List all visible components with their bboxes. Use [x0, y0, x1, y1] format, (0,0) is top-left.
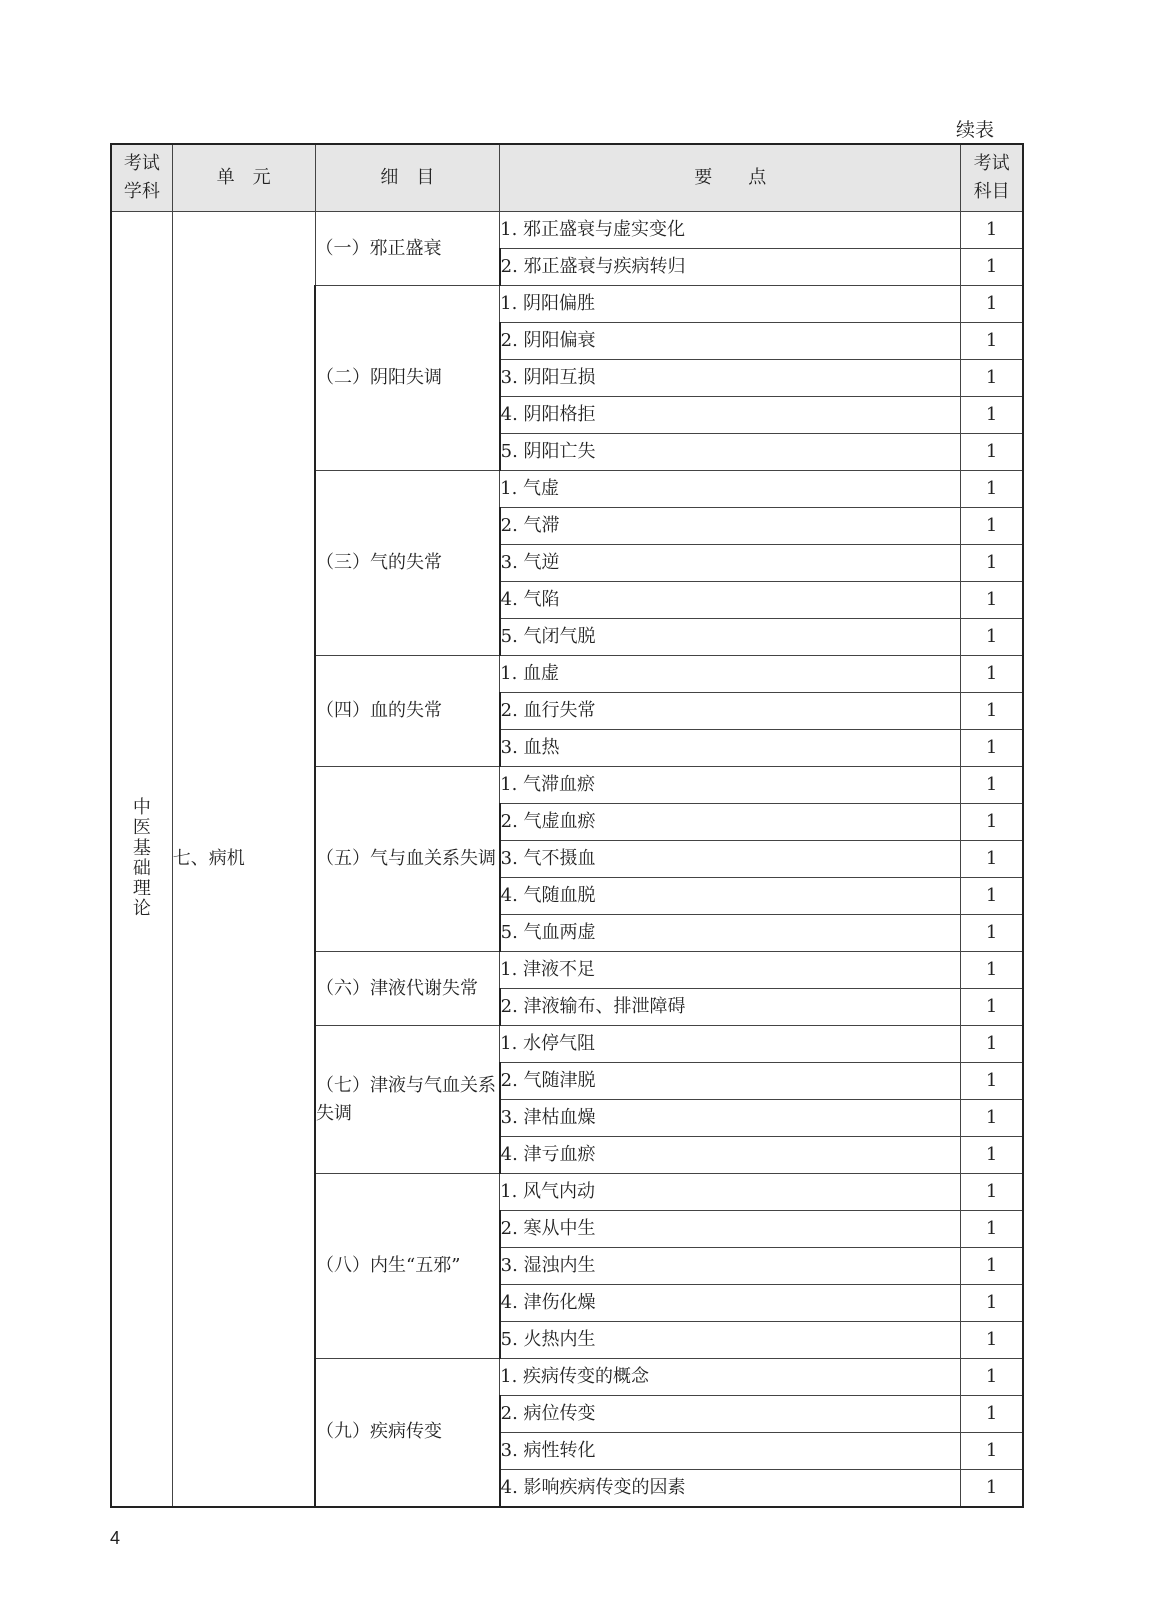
level-cell: 1 — [961, 1026, 1023, 1063]
detail-cell: （二）阴阳失调 — [315, 286, 500, 471]
level-cell: 1 — [961, 656, 1023, 693]
detail-cell: （四）血的失常 — [315, 656, 500, 767]
level-cell: 1 — [961, 1285, 1023, 1322]
header-level-line-1: 考试 — [973, 153, 1010, 175]
level-cell: 1 — [961, 767, 1023, 804]
point-cell: 3. 津枯血燥 — [500, 1100, 961, 1137]
point-cell: 2. 阴阳偏衰 — [500, 323, 961, 360]
point-cell: 4. 津亏血瘀 — [500, 1137, 961, 1174]
point-cell: 1. 气虚 — [500, 471, 961, 508]
point-cell: 1. 阴阳偏胜 — [500, 286, 961, 323]
level-cell: 1 — [961, 1174, 1023, 1211]
level-cell: 1 — [961, 471, 1023, 508]
point-cell: 1. 津液不足 — [500, 952, 961, 989]
detail-cell: （八）内生“五邪” — [315, 1174, 500, 1359]
level-cell: 1 — [961, 619, 1023, 656]
level-cell: 1 — [961, 1470, 1023, 1507]
level-cell: 1 — [961, 1322, 1023, 1359]
point-cell: 2. 邪正盛衰与疾病转归 — [500, 249, 961, 286]
level-cell: 1 — [961, 1137, 1023, 1174]
detail-cell: （七）津液与气血关系失调 — [315, 1026, 500, 1174]
subject-cell — [111, 212, 172, 1507]
table-header — [111, 144, 1023, 212]
level-cell: 1 — [961, 915, 1023, 952]
level-cell: 1 — [961, 1063, 1023, 1100]
header-row — [111, 144, 1023, 212]
level-cell: 1 — [961, 360, 1023, 397]
detail-cell: （一）邪正盛衰 — [315, 212, 500, 286]
level-cell: 1 — [961, 286, 1023, 323]
point-cell: 2. 寒从中生 — [500, 1211, 961, 1248]
header-subject — [111, 144, 172, 212]
detail-cell: （六）津液代谢失常 — [315, 952, 500, 1026]
point-cell: 2. 气虚血瘀 — [500, 804, 961, 841]
point-cell: 1. 水停气阻 — [500, 1026, 961, 1063]
point-cell: 2. 津液输布、排泄障碍 — [500, 989, 961, 1026]
point-cell: 4. 气随血脱 — [500, 878, 961, 915]
point-cell: 2. 病位传变 — [500, 1396, 961, 1433]
level-cell: 1 — [961, 545, 1023, 582]
point-cell: 1. 邪正盛衰与虚实变化 — [500, 212, 961, 249]
unit-cell: 七、病机 — [172, 212, 315, 1507]
point-cell: 5. 气血两虚 — [500, 915, 961, 952]
level-cell: 1 — [961, 693, 1023, 730]
level-cell: 1 — [961, 1433, 1023, 1470]
detail-cell: （三）气的失常 — [315, 471, 500, 656]
header-level-line-2: 科目 — [973, 181, 1010, 202]
level-cell: 1 — [961, 323, 1023, 360]
page-number: 4 — [110, 1528, 121, 1548]
point-cell: 4. 津伤化燥 — [500, 1285, 961, 1322]
point-cell: 3. 气逆 — [500, 545, 961, 582]
header-detail: 细 目 — [315, 144, 500, 212]
point-cell: 1. 疾病传变的概念 — [500, 1359, 961, 1396]
level-cell: 1 — [961, 841, 1023, 878]
point-cell: 4. 气陷 — [500, 582, 961, 619]
detail-cell: （五）气与血关系失调 — [315, 767, 500, 952]
point-cell: 5. 火热内生 — [500, 1322, 961, 1359]
point-cell: 1. 血虚 — [500, 656, 961, 693]
syllabus-table — [110, 143, 1024, 1508]
level-cell: 1 — [961, 878, 1023, 915]
continued-label: 续表 — [955, 119, 994, 141]
point-cell: 3. 病性转化 — [500, 1433, 961, 1470]
level-cell: 1 — [961, 249, 1023, 286]
point-cell: 3. 湿浊内生 — [500, 1248, 961, 1285]
level-cell: 1 — [961, 952, 1023, 989]
level-cell: 1 — [961, 508, 1023, 545]
level-cell: 1 — [961, 582, 1023, 619]
point-cell: 5. 气闭气脱 — [500, 619, 961, 656]
header-level — [961, 144, 1023, 212]
point-cell: 2. 气滞 — [500, 508, 961, 545]
point-cell: 1. 风气内动 — [500, 1174, 961, 1211]
point-cell: 2. 气随津脱 — [500, 1063, 961, 1100]
table-row — [111, 212, 1023, 249]
level-cell: 1 — [961, 212, 1023, 249]
header-point: 要 点 — [500, 144, 961, 212]
header-unit: 单 元 — [172, 144, 315, 212]
level-cell: 1 — [961, 1100, 1023, 1137]
level-cell: 1 — [961, 1396, 1023, 1433]
level-cell: 1 — [961, 397, 1023, 434]
point-cell: 4. 影响疾病传变的因素 — [500, 1470, 961, 1507]
level-cell: 1 — [961, 1211, 1023, 1248]
point-cell: 2. 血行失常 — [500, 693, 961, 730]
point-cell: 3. 血热 — [500, 730, 961, 767]
point-cell: 5. 阴阳亡失 — [500, 434, 961, 471]
level-cell: 1 — [961, 434, 1023, 471]
level-cell: 1 — [961, 1248, 1023, 1285]
header-subject-line-1: 考试 — [123, 153, 160, 175]
header-subject-line-2: 学科 — [123, 181, 160, 202]
level-cell: 1 — [961, 989, 1023, 1026]
subject-text: 中医基础理论 — [132, 797, 151, 920]
level-cell: 1 — [961, 804, 1023, 841]
point-cell: 4. 阴阳格拒 — [500, 397, 961, 434]
level-cell: 1 — [961, 730, 1023, 767]
level-cell: 1 — [961, 1359, 1023, 1396]
table-body — [111, 212, 1023, 1507]
detail-cell: （九）疾病传变 — [315, 1359, 500, 1507]
point-cell: 1. 气滞血瘀 — [500, 767, 961, 804]
point-cell: 3. 气不摄血 — [500, 841, 961, 878]
point-cell: 3. 阴阳互损 — [500, 360, 961, 397]
